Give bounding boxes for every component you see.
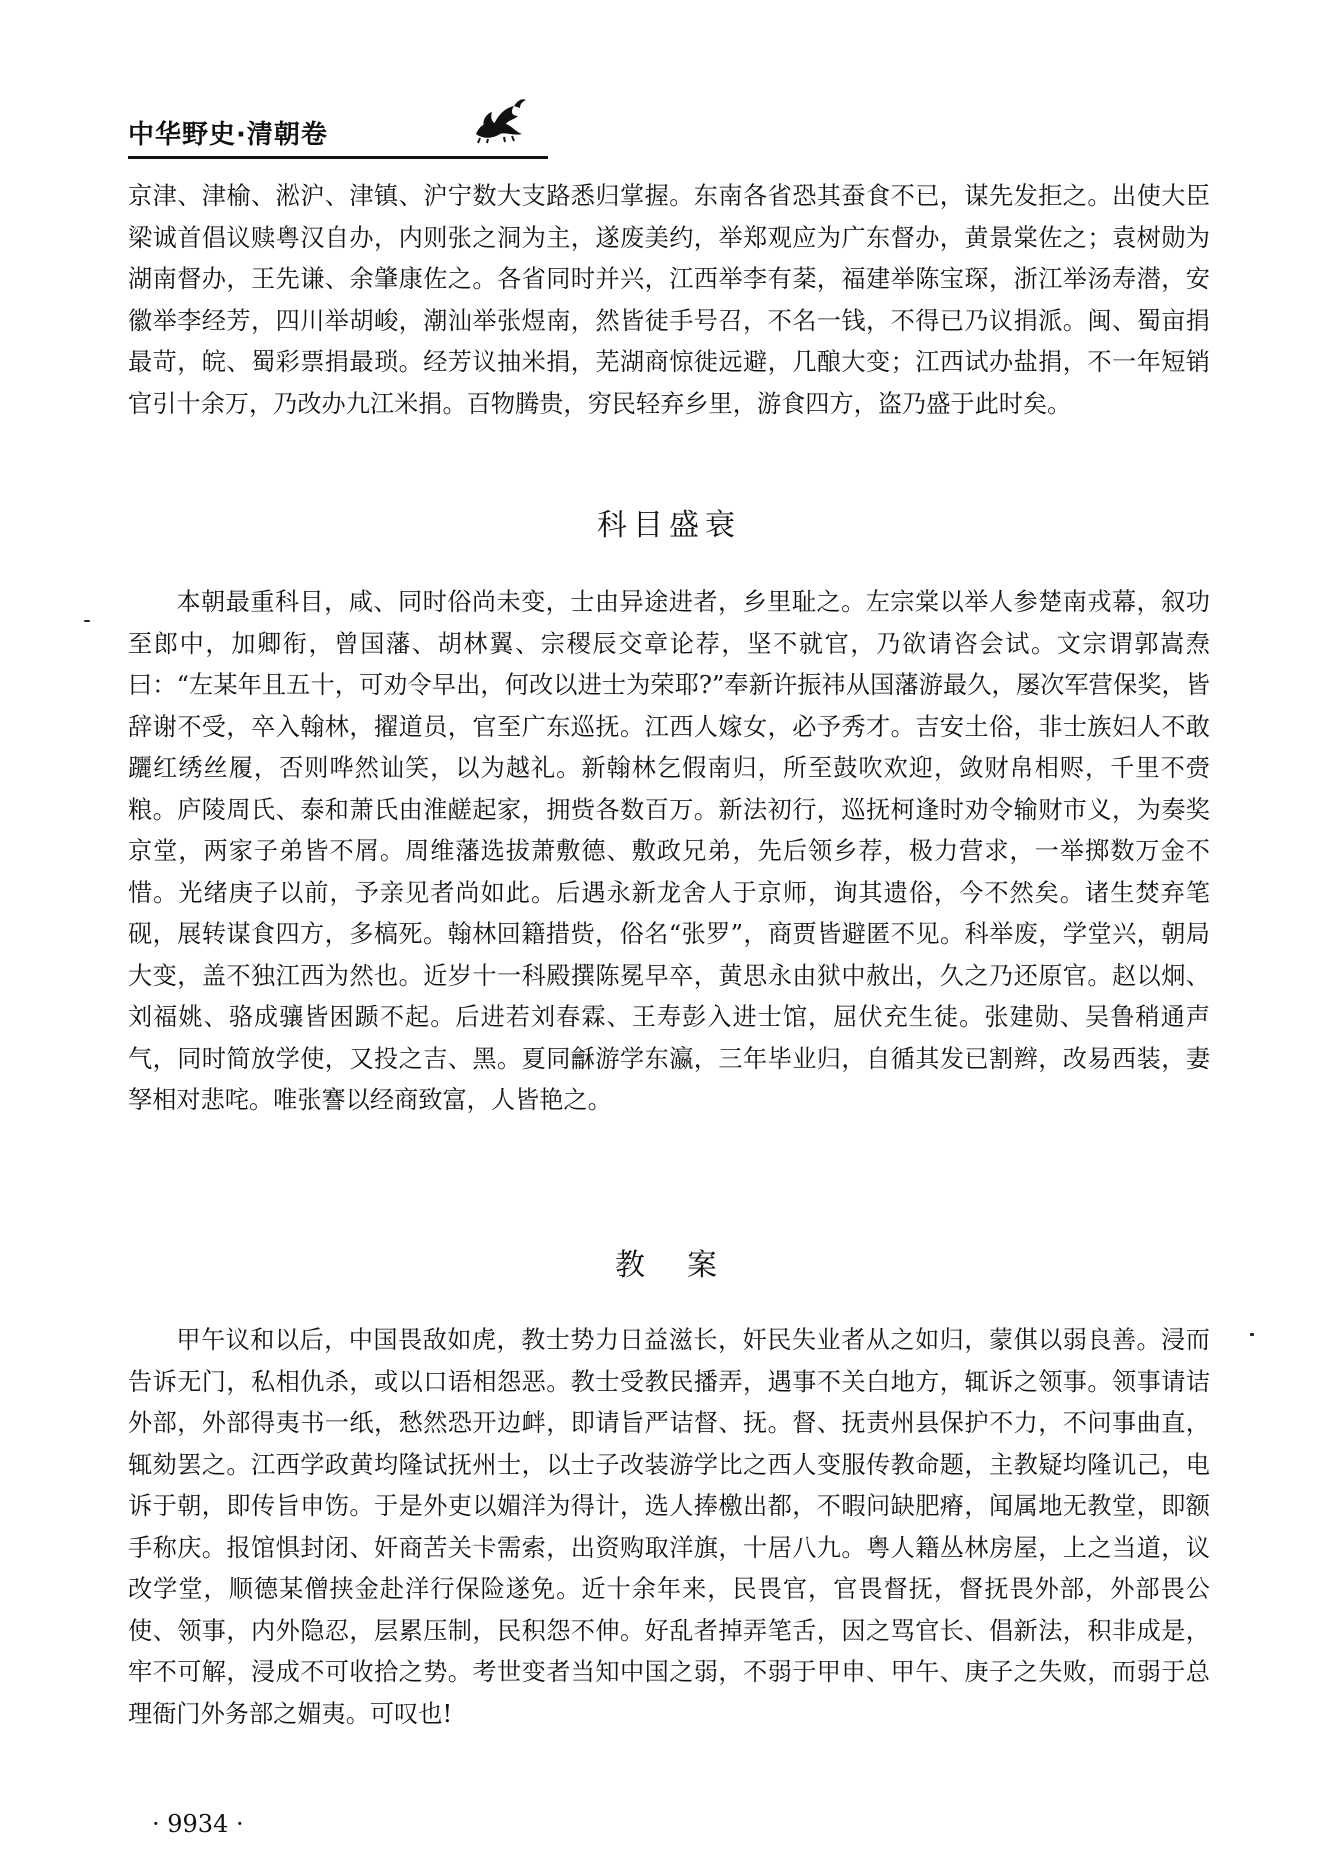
section-continued: [128, 176, 1210, 425]
section-jiaoan-body: [128, 1320, 1210, 1735]
running-header: [128, 108, 548, 156]
dragon-emblem-icon: [470, 94, 528, 144]
section-heading-jiaoan: 教 案: [615, 1248, 723, 1283]
scan-speck: [1250, 1333, 1254, 1336]
header-rule: [128, 156, 548, 159]
section-keju-body: [128, 582, 1210, 1122]
paragraph: 京津、津榆、淞沪、津镇、沪宁数大支路悉归掌握。东南各省恐其蚕食不已，谋先发拒之。出使大臣梁诚首倡议赎粤汉自办，内则张之洞为主，遂废美约，举郑观应为广东督办，黄景棠佐之；袁树勋为湖南督办，王先谦、余肇康佐之。各省同时并兴，江西举李有棻，福建举陈宝琛，浙江举汤寿潜，安徽举李经芳，四川举胡峻，潮汕举张煜南，然皆徒手号召，不名一钱，不得已乃议捐派。闽、蜀亩捐最苛，皖、蜀彩票捐最琐。经芳议抽米捐，芜湖商惊徙远避，几酿大变；江西试办盐捐，不一年短销官引十余万，乃改办九江米捐。百物腾贵，穷民轻弃乡里，游食四方，盗乃盛于此时矣。: [128, 182, 1210, 418]
paragraph: 甲午议和以后，中国畏敌如虎，教士势力日益滋长，奸民失业者从之如归，蒙倛以弱良善。浸而告诉无门，私相仇杀，或以口语相怨恶。教士受教民播弄，遇事不关白地方，辄诉之领事。领事请诘外部，外部得夷书一纸，愁然恐开边衅，即请旨严诘督、抚。督、抚责州县保护不力，不问事曲直，辄劾罢之。江西学政黄均隆试抚州士，以士子改装游学比之西人变服传教命题，主教疑均隆讥己，电诉于朝，即传旨申饬。于是外吏以媚洋为得计，选人捧檄出都，不暇问缺肥瘠，闻属地无教堂，即额手称庆。报馆惧封闭、奸商苦关卡需索，出资购取洋旗，十居八九。粤人籍丛林房屋，上之当道，议改学堂，顺德某僧挟金赴洋行保险遂免。近十余年来，民畏官，官畏督抚，督抚畏外部，外部畏公使、领事，内外隐忍，层累压制，民积怨不伸。好乱者掉弄笔舌，因之骂官长、倡新法，积非成是，牢不可解，浸成不可收拾之势。考世变者当知中国之弱，不弱于甲申、甲午、庚子之失败，而弱于总理衙门外务部之媚夷。可叹也!: [128, 1326, 1210, 1728]
paragraph: 本朝最重科目，咸、同时俗尚未变，士由异途进者，乡里耻之。左宗棠以举人参楚南戎幕，叙功至郎中，加卿衔，曾国藩、胡林翼、宗稷辰交章论荐，坚不就官，乃欲请咨会试。文宗谓郭嵩焘曰：“左某年且五十，可劝令早出，何改以进士为荣耶?”奉新许振祎从国藩游最久，屡次军营保奖，皆辞谢不受，卒入翰林，擢道员，官至广东巡抚。江西人嫁女，必予秀才。吉安土俗，非士族妇人不敢躧红绣丝履，否则哗然讪笑，以为越礼。新翰林乞假南归，所至鼓吹欢迎，敛财帛相赆，千里不赍粮。庐陵周氏、泰和萧氏由淮鹾起家，拥赀各数百万。新法初行，巡抚柯逢时劝令输财市义，为奏奖京堂，两家子弟皆不屑。周维藩选拔萧敷德、敷政兄弟，先后领乡荐，极力营求，一举掷数万金不惜。光绪庚子以前，予亲见者尚如此。后遇永新龙舍人于京师，询其遗俗，今不然矣。诸生焚弃笔砚，展转谋食四方，多槁死。翰林回籍措赀，俗名“张罗”，商贾皆避匿不见。科举废，学堂兴，朝局大变，盖不独江西为然也。近岁十一科殿撰陈冕早卒，黄思永由狱中赦出，久之乃还原官。赵以炯、刘福姚、骆成骧皆困踬不起。后进若刘春霖、王寿彭入进士馆，屈伏充生徒。张建勋、吴鲁稍通声气，同时简放学使，又投之吉、黑。夏同龢游学东瀛，三年毕业归，自循其发已割辫，改易西装，妻孥相对悲咤。唯张謇以经商致富，人皆艳之。: [128, 588, 1210, 1114]
page-number: · 9934 ·: [152, 1810, 244, 1838]
scan-speck: [84, 620, 90, 622]
section-heading-keju: 科目盛衰: [597, 508, 741, 543]
running-header-title: 中华野史·清朝卷: [128, 120, 328, 150]
